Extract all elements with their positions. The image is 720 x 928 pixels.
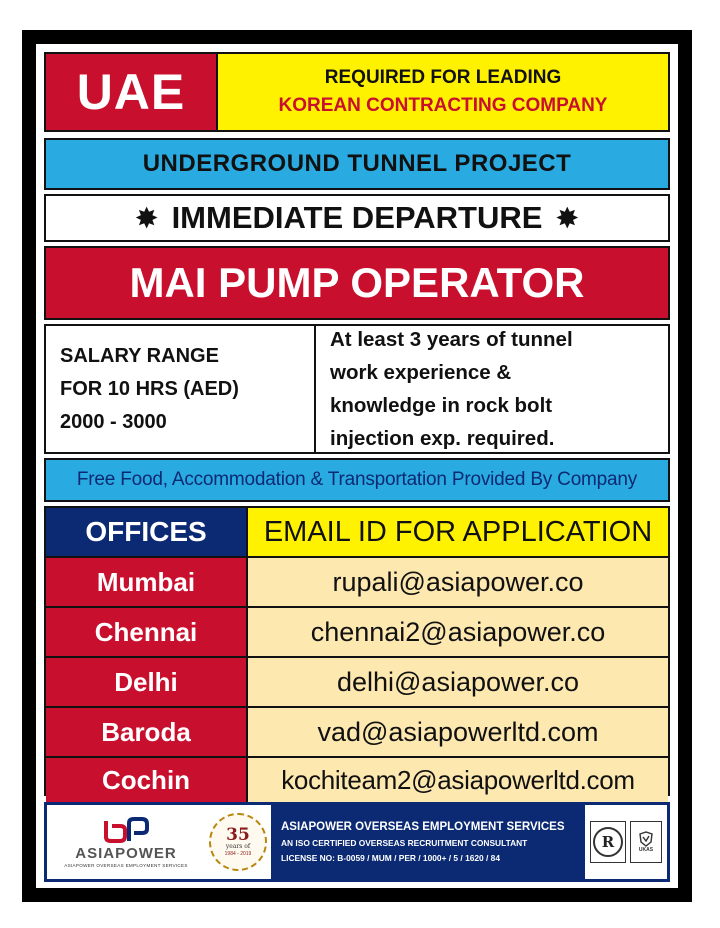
project-label: UNDERGROUND TUNNEL PROJECT bbox=[142, 150, 572, 177]
office-email[interactable]: delhi@asiapower.co bbox=[248, 658, 668, 706]
asiapower-logo-icon bbox=[102, 817, 150, 843]
asterisk-icon: ✸ bbox=[135, 202, 158, 233]
anniversary-number: 35 bbox=[226, 825, 250, 845]
departure-label: IMMEDIATE DEPARTURE bbox=[171, 200, 543, 235]
benefits-banner bbox=[44, 458, 670, 502]
ukas-text: UKAS bbox=[638, 847, 654, 853]
benefits-text: Free Food, Accommodation & Transportation Provided By Company bbox=[76, 469, 638, 490]
table-row bbox=[46, 608, 668, 658]
salary-block bbox=[46, 326, 316, 452]
anniversary-seal-icon bbox=[205, 805, 271, 879]
iso-text: AN ISO CERTIFIED OVERSEAS RECRUITMENT CONSULTANT bbox=[281, 838, 528, 848]
company-info bbox=[271, 805, 585, 879]
office-email[interactable]: rupali@asiapower.co bbox=[248, 558, 668, 606]
offices-header-row bbox=[46, 508, 668, 558]
requirement-line: work experience & bbox=[330, 361, 512, 384]
poster bbox=[36, 44, 678, 888]
salary-line1: SALARY RANGE bbox=[60, 344, 219, 367]
salary-line2: FOR 10 HRS (AED) bbox=[60, 377, 239, 400]
asiapower-logo bbox=[47, 805, 205, 879]
company-requirement bbox=[218, 54, 668, 130]
asterisk-icon: ✸ bbox=[556, 202, 579, 233]
country-label: UAE bbox=[46, 54, 218, 130]
certification-seals bbox=[585, 805, 667, 879]
office-email[interactable]: kochiteam2@asiapowerltd.com bbox=[248, 758, 668, 802]
poster-frame bbox=[22, 30, 692, 902]
offices-table bbox=[44, 506, 670, 796]
office-email[interactable]: chennai2@asiapower.co bbox=[248, 608, 668, 656]
ukas-seal-icon bbox=[630, 821, 662, 863]
office-email[interactable]: vad@asiapowerltd.com bbox=[248, 708, 668, 756]
salary-range: 2000 - 3000 bbox=[60, 410, 167, 433]
requirement-line: injection exp. required. bbox=[330, 427, 555, 450]
details bbox=[44, 324, 670, 454]
table-row bbox=[46, 558, 668, 608]
table-row bbox=[46, 758, 668, 802]
header bbox=[44, 52, 670, 132]
office-city: Cochin bbox=[46, 758, 248, 802]
footer bbox=[44, 802, 670, 882]
requirements-block bbox=[316, 326, 668, 452]
position-label: MAI PUMP OPERATOR bbox=[129, 259, 585, 306]
table-row bbox=[46, 708, 668, 758]
logo-subtext: ASIAPOWER OVERSEAS EMPLOYMENT SERVICES bbox=[64, 862, 188, 868]
office-city: Mumbai bbox=[46, 558, 248, 606]
offices-header: OFFICES bbox=[46, 508, 248, 556]
anniversary-text: years of bbox=[225, 843, 251, 850]
header-line2: KOREAN CONTRACTING COMPANY bbox=[278, 95, 608, 116]
office-city: Chennai bbox=[46, 608, 248, 656]
registered-seal-icon: R bbox=[590, 821, 626, 863]
office-city: Delhi bbox=[46, 658, 248, 706]
requirement-line: knowledge in rock bolt bbox=[330, 394, 553, 417]
logo-text: ASIAPOWER bbox=[75, 844, 177, 862]
position-title bbox=[44, 246, 670, 320]
office-city: Baroda bbox=[46, 708, 248, 756]
project-title bbox=[44, 138, 670, 190]
requirement-line: At least 3 years of tunnel bbox=[330, 328, 573, 351]
anniversary-years: 1984 - 2019 bbox=[224, 851, 252, 857]
header-line1: REQUIRED FOR LEADING bbox=[324, 67, 562, 88]
email-header: EMAIL ID FOR APPLICATION bbox=[248, 508, 668, 556]
company-name: ASIAPOWER OVERSEAS EMPLOYMENT SERVICES bbox=[281, 821, 565, 833]
table-row bbox=[46, 658, 668, 708]
license-text: LICENSE NO: B-0059 / MUM / PER / 1000+ / 5 / 1620 / 84 bbox=[281, 853, 501, 863]
departure-banner bbox=[44, 194, 670, 242]
